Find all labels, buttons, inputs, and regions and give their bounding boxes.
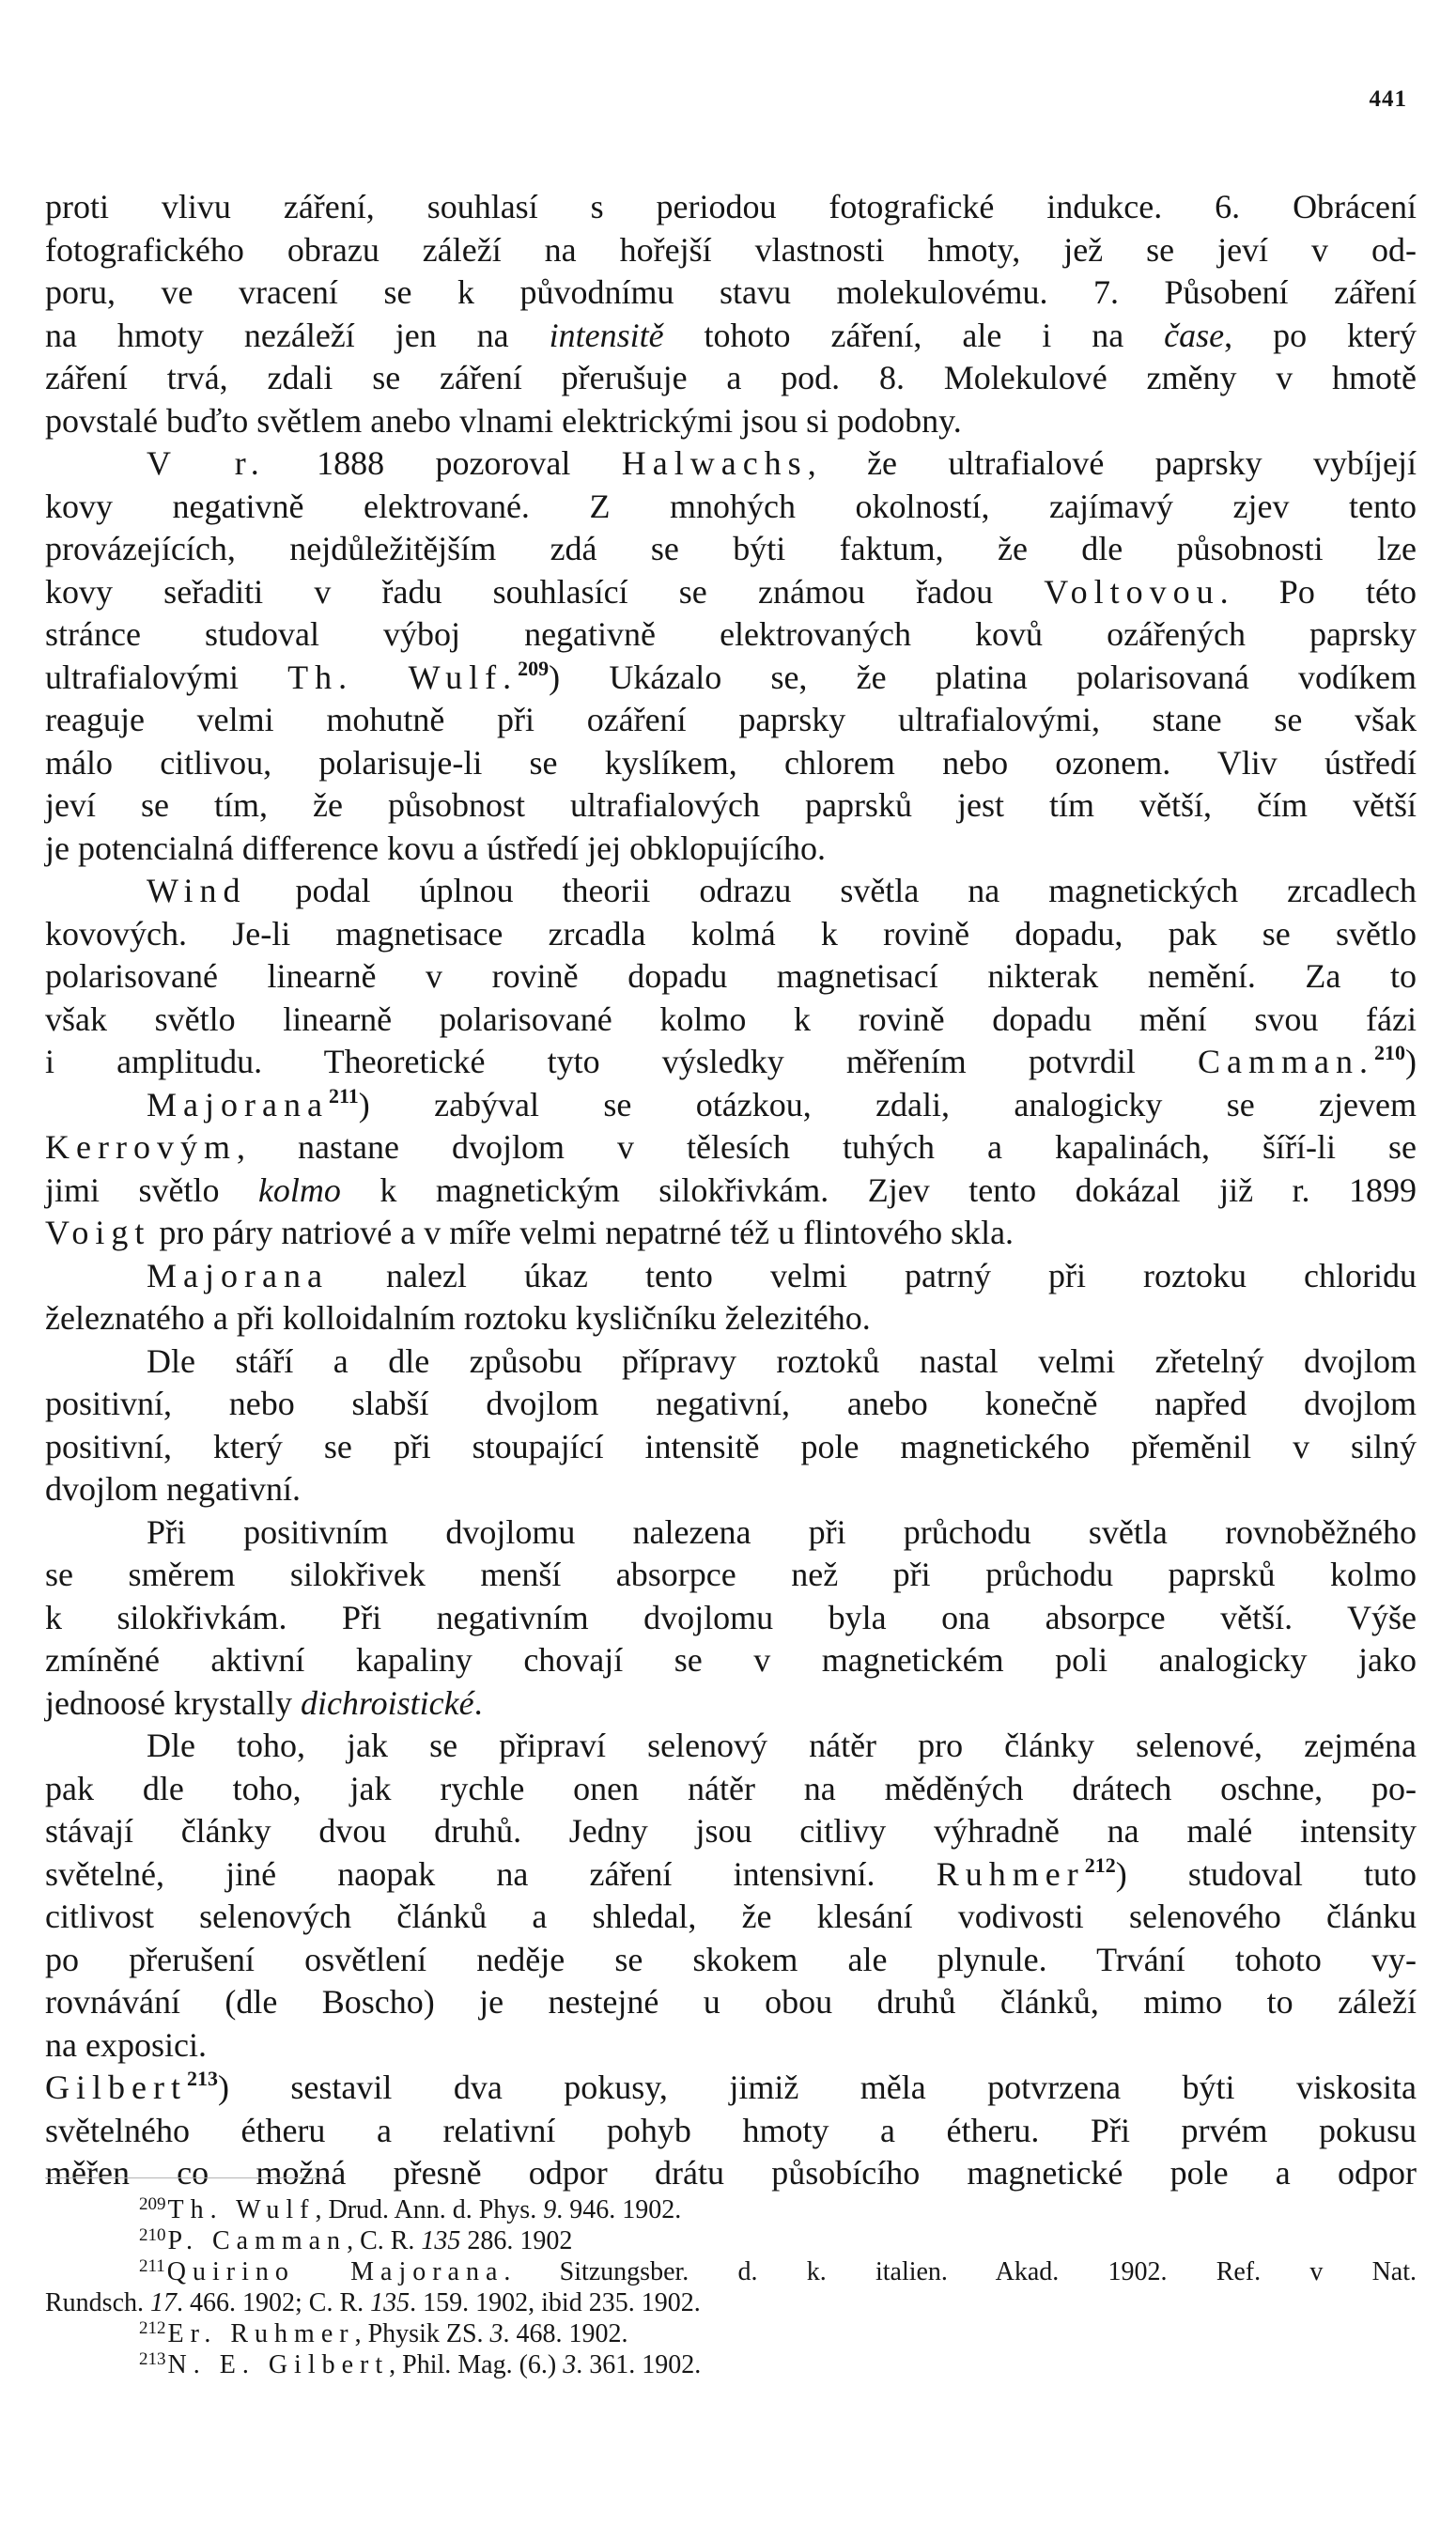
- footnote: $^{210}$P. Camman, C. R. 135 286. 1902: [139, 2225, 573, 2255]
- footnote-ref: 212: [1084, 1852, 1116, 1877]
- author-name: Wind: [147, 872, 247, 909]
- footnote: $^{212}$Er. Ruhmer, Physik ZS. 3. 468. 1902.: [139, 2318, 628, 2348]
- text-line: Kerrovým, nastane dvojlom v tělesích tuhých a kapalinách, šíří-li se: [45, 1128, 1417, 1166]
- text-line: ultrafialovými Th. Wulf.$^{209}$) Ukázalo se, že platina polarisovaná vodíkem: [45, 656, 1417, 696]
- footnote: $^{209}$Th. Wulf, Drud. Ann. d. Phys. 9. 946. 1902.: [139, 2194, 682, 2224]
- footnote-ref: 209: [518, 656, 550, 680]
- text-line: kovy seřaditi v řadu souhlasící se známou řadou Voltovou. Po této: [45, 572, 1417, 611]
- text-line: provázejících, nejdůležitějším zdá se býti faktum, že dle působnosti lze: [45, 530, 1417, 567]
- author-name: Th. Wulf.: [287, 658, 519, 696]
- footnote: $^{213}$N. E. Gilbert, Phil. Mag. (6.) 3. 361. 1902.: [139, 2349, 702, 2379]
- text-line: reaguje velmi mohutně při ozáření paprsky ultrafialovými, stane se však: [45, 701, 1417, 738]
- text-line: zmíněné aktivní kapaliny chovají se v magnetickém poli analogicky jako: [45, 1641, 1417, 1679]
- footnote-mark: 213: [139, 2349, 166, 2369]
- author-name: Camman.: [1198, 1043, 1374, 1080]
- paragraph-start: Při positivním dvojlomu nalezena při průchodu světla rovnoběžného: [147, 1512, 1417, 1551]
- text-line: citlivost selenových článků a shledal, že klesání vodivosti selenového článku: [45, 1898, 1417, 1935]
- footnote-mark: 211: [139, 2256, 165, 2276]
- paragraph-start: V r. 1888 pozoroval Halwachs, že ultrafialové paprsky vybíjejí: [147, 444, 1417, 482]
- paragraph-start: Gilbert$^{213}$) sestavil dva pokusy, jimiž měla potvrzena býti viskosita: [45, 2067, 1417, 2106]
- text-line: positivní, nebo slabší dvojlom negativní, anebo konečně napřed dvojlom: [45, 1385, 1417, 1422]
- text-line: po přerušení osvětlení neděje se skokem ale plynule. Trvání tohoto vy-: [45, 1940, 1417, 1978]
- footnote-separator: [45, 2177, 327, 2178]
- footnote-mark: 212: [139, 2318, 166, 2338]
- footnote-mark: 209: [139, 2194, 166, 2214]
- footnotes: [45, 2194, 1417, 2380]
- footnote-continuation: Rundsch. 17. 466. 1902; C. R. 135. 159. 1902, ibid 235. 1902.: [45, 2288, 701, 2317]
- text-line: na hmoty nezáleží jen na intensitě tohoto záření, ale i na čase, po který: [45, 316, 1417, 354]
- text-line: polarisované linearně v rovině dopadu magnetisací nikterak nemění. Za to: [45, 957, 1417, 995]
- footnote-ref: 211: [328, 1083, 359, 1108]
- author-name: Halwachs: [621, 444, 808, 482]
- paragraph-start: Majorana nalezl úkaz tento velmi patrný při roztoku chloridu: [147, 1256, 1417, 1294]
- paragraph-start: Dle toho, jak se připraví selenový nátěr pro články selenové, zejména: [147, 1727, 1417, 1764]
- text-line: stránce studoval výboj negativně elektrovaných kovů ozářených paprsky: [45, 615, 1417, 653]
- footnote-mark: 210: [139, 2225, 166, 2245]
- paragraph-start: Majorana$^{211}$) zabýval se otázkou, zdali, analogicky se zjevem: [147, 1083, 1417, 1123]
- text-line: povstalé buďto světlem anebo vlnami elektrickými jsou si podobny.: [45, 401, 962, 440]
- text-line: dvojlom negativní.: [45, 1470, 301, 1508]
- text-line: jednoosé krystally dichroistické.: [45, 1683, 483, 1722]
- text-line: světelného étheru a relativní pohyb hmoty a étheru. Při prvém pokusu: [45, 2111, 1417, 2149]
- paragraph-start: Dle stáří a dle způsobu přípravy roztoků nastal velmi zřetelný dvojlom: [147, 1341, 1417, 1380]
- text-line: železnatého a při kolloidalním roztoku kysličníku železitého.: [45, 1299, 871, 1337]
- author-name: Gilbert: [45, 2068, 187, 2106]
- text-line: fotografického obrazu záleží na hořejší vlastnosti hmoty, jež se jeví v od-: [45, 230, 1417, 269]
- text-line: i amplitudu. Theoretické tyto výsledky měřením potvrdil Camman.$^{210}$): [45, 1041, 1417, 1080]
- text-line: málo citlivou, polarisuje-li se kyslíkem, chlorem nebo ozonem. Vliv ústředí: [45, 743, 1417, 782]
- text-line: světelné, jiné naopak na záření intensivní. Ruhmer$^{212}$) studoval tuto: [45, 1852, 1417, 1893]
- text-line: positivní, který se při stoupající intensitě pole magnetického přeměnil v silný: [45, 1427, 1417, 1465]
- text-line: proti vlivu záření, souhlasí s periodou fotografické indukce. 6. Obrácení: [45, 188, 1417, 225]
- text-line: Voigt pro páry natriové a v míře velmi nepatrné též u flintového skla.: [45, 1214, 1015, 1251]
- text-line: k silokřivkám. Při negativním dvojlomu byla ona absorpce větší. Výše: [45, 1598, 1417, 1636]
- text-line: pak dle toho, jak rychle onen nátěr na měděných drátech oschne, po-: [45, 1769, 1417, 1807]
- text-line: poru, ve vracení se k původnímu stavu molekulovému. 7. Působení záření: [45, 273, 1417, 311]
- author-name: Majorana: [147, 1085, 329, 1123]
- text-line: měřen co možná přesně odpor drátu působícího magnetické pole a odpor: [45, 2154, 1417, 2192]
- emphasis: dichroistické: [300, 1683, 474, 1722]
- text-line: jeví se tím, že působnost ultrafialových paprsků jest tím větší, čím větší: [45, 786, 1417, 824]
- text-line: jimi světlo kolmo k magnetickým silokřivkám. Zjev tento dokázal již r. 1899: [45, 1170, 1417, 1209]
- text-line: se směrem silokřivek menší absorpce než při průchodu paprsků kolmo: [45, 1556, 1417, 1593]
- emphasis: intensitě: [549, 316, 664, 354]
- author-name: Ruhmer: [936, 1854, 1085, 1893]
- page-number: 441: [1369, 86, 1407, 112]
- body-text: [45, 186, 1417, 2195]
- footnote: $^{211}$Quirino Majorana. Sitzungsber. d. k. italien. Akad. 1902. Ref. v Nat.: [139, 2256, 1417, 2286]
- author-name: Voigt: [45, 1214, 151, 1251]
- text-line: kovy negativně elektrované. Z mnohých okolností, zajímavý zjev tento: [45, 487, 1417, 525]
- text-line: kovových. Je-li magnetisace zrcadla kolmá k rovině dopadu, pak se světlo: [45, 914, 1417, 953]
- text-line: rovnávání (dle Boscho) je nestejné u obou druhů článků, mimo to záleží: [45, 1983, 1417, 2021]
- paragraph-start: Wind podal úplnou theorii odrazu světla na magnetických zrcadlech: [147, 872, 1417, 909]
- author-name: Voltovou: [1044, 572, 1220, 611]
- emphasis: čase: [1164, 316, 1225, 354]
- author-name: Kerrovým: [45, 1128, 237, 1166]
- text-line: na exposici.: [45, 2025, 207, 2064]
- text-line: však světlo linearně polarisované kolmo k rovině dopadu mění svou fázi: [45, 999, 1417, 1038]
- footnote-ref: 213: [186, 2067, 218, 2090]
- text-line: je potencialná difference kovu a ústředí jej obklopujícího.: [45, 829, 827, 867]
- text-line: stávají články dvou druhů. Jedny jsou citlivy výhradně na malé intensity: [45, 1812, 1417, 1850]
- text-line: záření trvá, zdali se záření přerušuje a pod. 8. Molekulové změny v hmotě: [45, 359, 1417, 396]
- author-name: Majorana: [147, 1256, 329, 1294]
- footnote-ref: 210: [1374, 1041, 1405, 1064]
- emphasis: kolmo: [257, 1170, 341, 1209]
